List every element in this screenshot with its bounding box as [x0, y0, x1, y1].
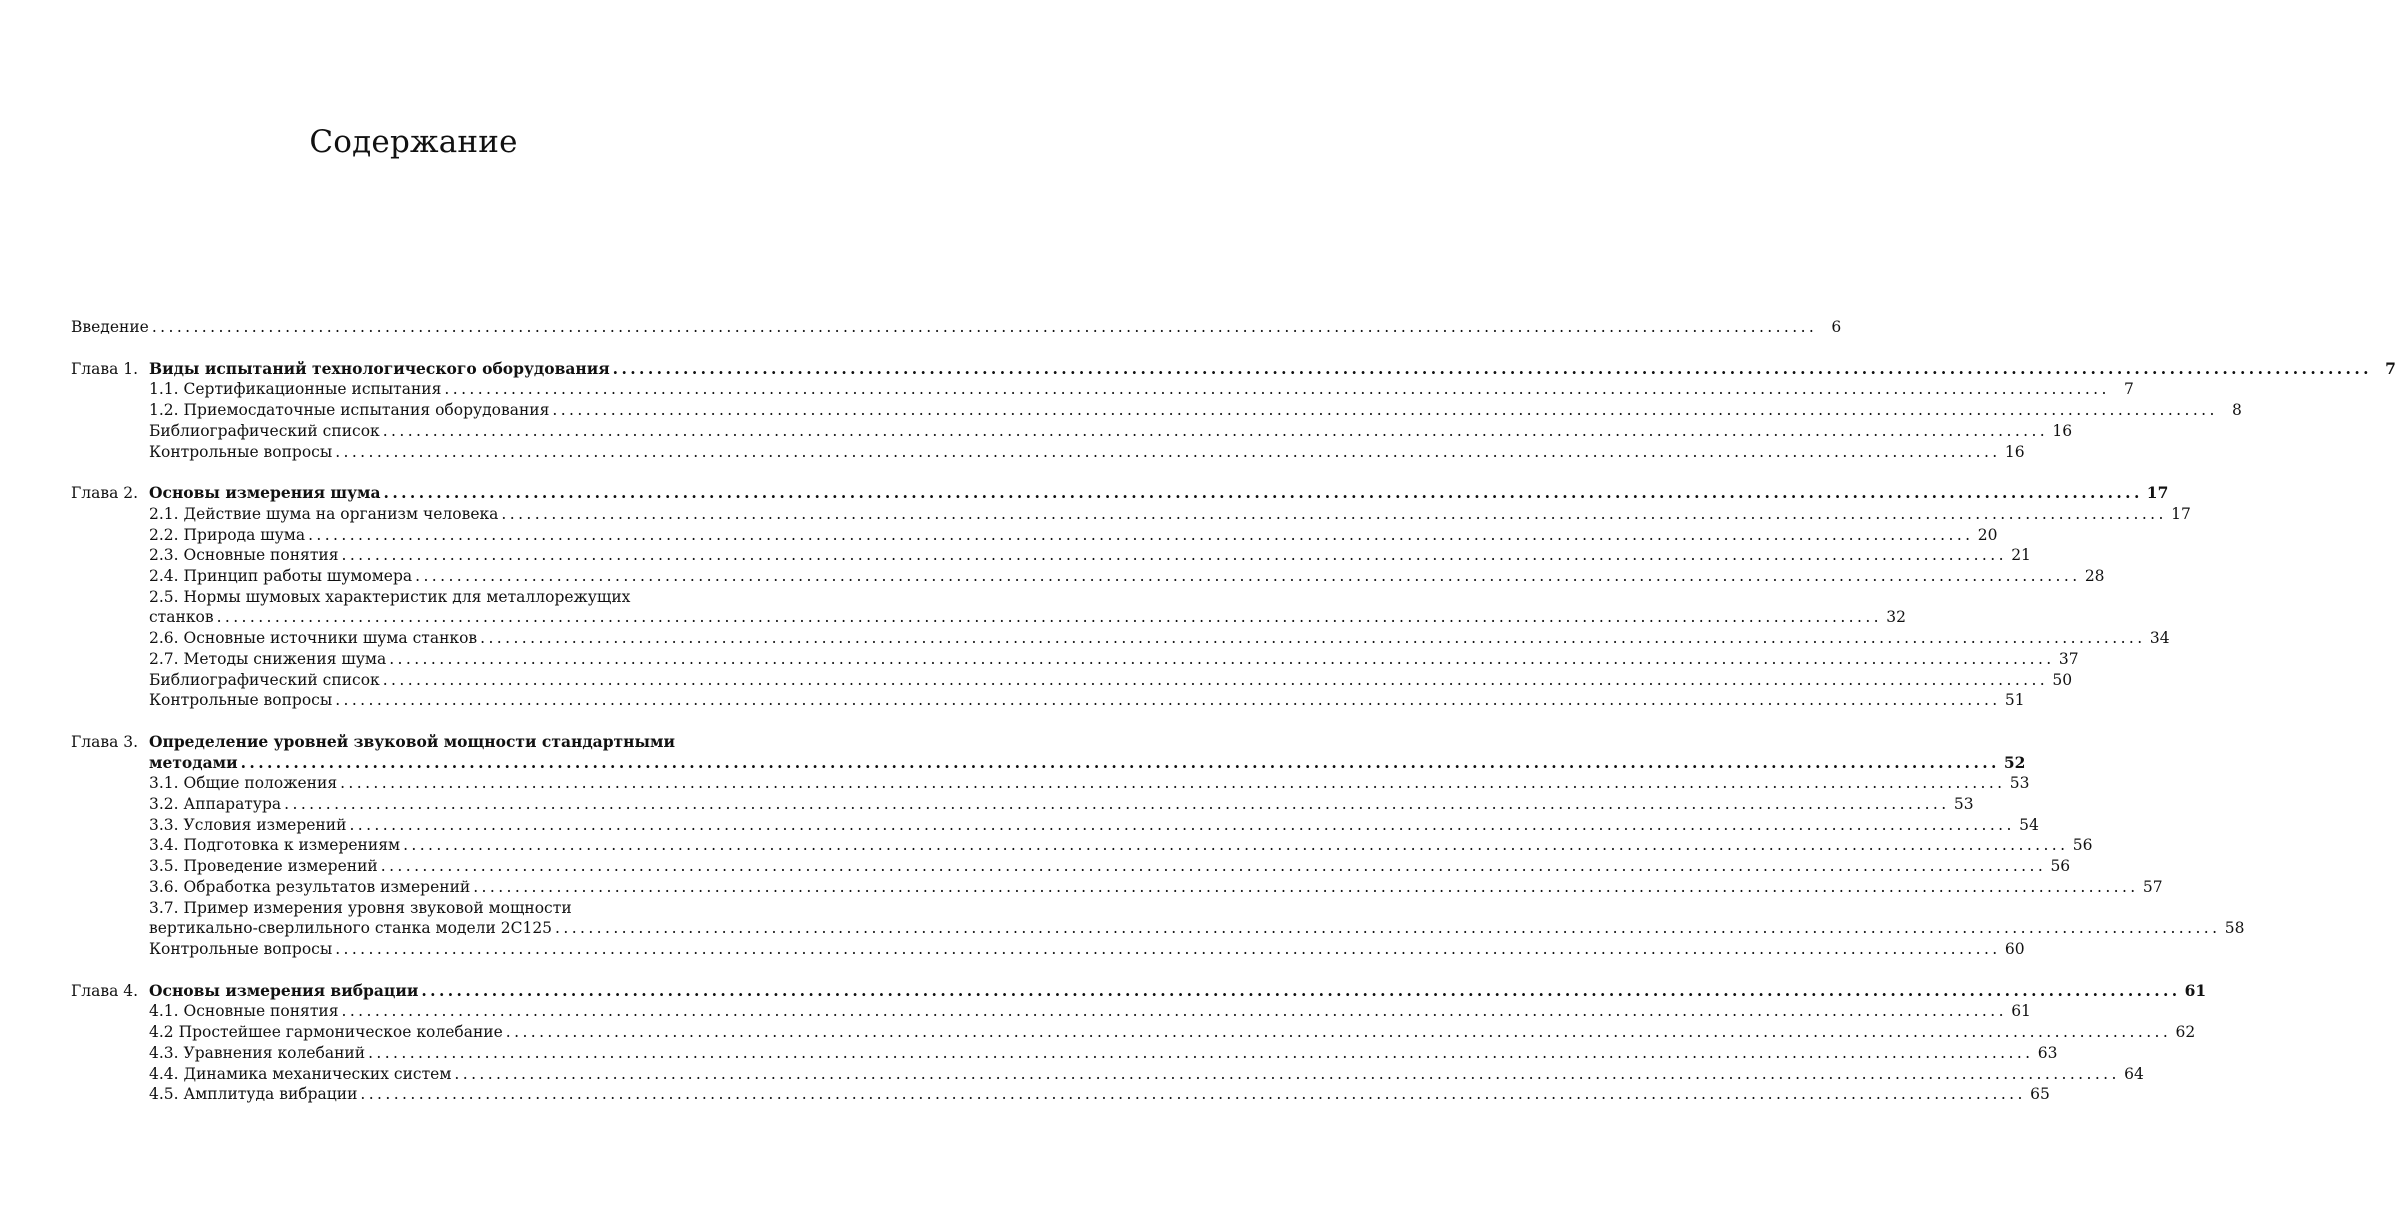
toc-entry-label: 2.2. Природа шума: [149, 525, 306, 544]
chapter-number: Глава 2.: [71, 484, 139, 503]
toc-entry-label: 2.3. Основные понятия: [149, 546, 339, 565]
toc-chapter-title[interactable]: [149, 980, 2207, 1002]
toc-entry-label: Контрольные вопросы: [149, 691, 333, 710]
toc-entry-label: Контрольные вопросы: [149, 939, 333, 958]
toc-page-number: 61: [2011, 1002, 2031, 1021]
toc-entry[interactable]: [149, 525, 1998, 546]
toc-entry-label: Контрольные вопросы: [149, 442, 333, 461]
toc-page-number: 58: [2224, 919, 2245, 938]
leader-dots: ........................................................................................................................................................................................................: [403, 836, 2069, 855]
leader-dots: ........................................................................................................................................................................................................: [240, 752, 2000, 772]
toc-chapter-title[interactable]: [149, 731, 2026, 773]
toc-page-number: 32: [1886, 608, 1906, 627]
toc-entry-label: станков: [149, 608, 214, 627]
toc-page-number: 62: [2175, 1023, 2196, 1042]
toc-page-number: 56: [2050, 857, 2071, 876]
toc-entry-label: 4.3. Уравнения колебаний: [149, 1043, 366, 1062]
toc-page-number: 52: [2003, 752, 2026, 772]
toc-page-number: 17: [2146, 483, 2169, 503]
toc-entry-label: 3.4. Подготовка к измерениям: [149, 836, 401, 855]
toc-entry-label: 4.2 Простейшее гармоническое колебание: [149, 1023, 503, 1042]
toc-chapter-title-line1: Определение уровней звуковой мощности стандартными: [149, 731, 675, 751]
toc-page-number: 57: [2142, 877, 2163, 896]
toc-page-number: 61: [2184, 980, 2207, 1000]
toc-entry-label: Библиографический список: [149, 670, 380, 689]
toc-entry[interactable]: [149, 877, 2163, 898]
toc-entry-label: Основы измерения вибрации: [149, 980, 419, 1000]
toc-page-number: 53: [2009, 774, 2030, 793]
toc-entry[interactable]: [149, 421, 2073, 442]
toc-entry[interactable]: [149, 670, 2073, 691]
leader-dots: ........................................................................................................................................................................................................: [389, 649, 2055, 668]
toc-entry-label: Библиографический список: [149, 421, 380, 440]
leader-dots: ........................................................................................................................................................................................................: [151, 318, 1818, 336]
toc-chapter-3: [71, 731, 2245, 960]
leader-dots: ........................................................................................................................................................................................................: [473, 877, 2139, 896]
leader-dots: ........................................................................................................................................................................................................: [335, 442, 2001, 461]
toc-entry-label: 3.5. Проведение измерений: [149, 857, 378, 876]
leader-dots: ........................................................................................................................................................................................................: [555, 919, 2221, 938]
leader-dots: ........................................................................................................................................................................................................: [415, 567, 2081, 586]
toc-page-number: 8: [2231, 401, 2242, 420]
leader-dots: ........................................................................................................................................................................................................: [505, 1023, 2172, 1042]
toc-entry[interactable]: [149, 1022, 2196, 1043]
chapter-number: Глава 3.: [71, 732, 139, 751]
leader-dots: ........................................................................................................................................................................................................: [382, 421, 2049, 440]
toc-entry-wrapped[interactable]: [149, 587, 1906, 628]
toc-page-number: 7: [2385, 358, 2396, 378]
leader-dots: ........................................................................................................................................................................................................: [501, 504, 2167, 523]
leader-dots: ........................................................................................................................................................................................................: [382, 670, 2049, 689]
toc-entry[interactable]: [149, 379, 2134, 400]
toc-page-number: 51: [2004, 691, 2025, 710]
toc-page-number: 17: [2171, 504, 2191, 523]
leader-dots: ........................................................................................................................................................................................................: [341, 1002, 2007, 1021]
toc-page-number: 16: [2004, 442, 2025, 461]
toc-entry-label: 2.4. Принцип работы шумомера: [149, 567, 413, 586]
toc-page-number: 16: [2052, 421, 2073, 440]
toc-entry-label: 3.2. Аппаратура: [149, 795, 282, 814]
leader-dots: ........................................................................................................................................................................................................: [335, 691, 2001, 710]
leader-dots: ........................................................................................................................................................................................................: [612, 358, 2372, 378]
toc-entry-label: 1.2. Приемосдаточные испытания оборудования: [149, 401, 550, 420]
toc-entry[interactable]: [149, 566, 2105, 587]
toc-page-number: 28: [2084, 567, 2105, 586]
toc-entry[interactable]: [149, 773, 2030, 794]
toc-chapter-title[interactable]: [149, 483, 2169, 504]
toc-entry-label: 2.1. Действие шума на организм человека: [149, 504, 499, 523]
toc-entry-label-line1: 3.7. Пример измерения уровня звуковой мощности: [149, 898, 572, 917]
toc-entry[interactable]: [149, 504, 2191, 525]
chapter-number: Глава 4.: [71, 981, 139, 1000]
toc-entry-label: 2.6. Основные источники шума станков: [149, 629, 478, 648]
toc-entry[interactable]: [149, 939, 2025, 960]
toc-page-number: 54: [2019, 815, 2039, 834]
toc-entry[interactable]: [149, 400, 2242, 421]
toc-page-number: 50: [2052, 670, 2073, 689]
chapter-number: Глава 1.: [71, 359, 139, 378]
leader-dots: ........................................................................................................................................................................................................: [552, 401, 2218, 420]
toc-entry[interactable]: [149, 794, 1974, 815]
leader-dots: ........................................................................................................................................................................................................: [368, 1043, 2034, 1062]
toc-entry[interactable]: [149, 649, 2079, 670]
toc-entry[interactable]: [149, 815, 2039, 836]
leader-dots: ........................................................................................................................................................................................................: [284, 795, 1950, 814]
toc-page-number: 64: [2124, 1064, 2144, 1083]
toc-page-number: 20: [1977, 525, 1998, 544]
toc-entry-label: 4.5. Амплитуда вибрации: [149, 1085, 358, 1104]
toc-entry-label: 4.1. Основные понятия: [149, 1002, 339, 1021]
leader-dots: ........................................................................................................................................................................................................: [349, 815, 2015, 834]
toc-entry-label-line1: 2.5. Нормы шумовых характеристик для металлорежущих: [149, 587, 631, 606]
toc-entry[interactable]: [149, 690, 2025, 711]
leader-dots: ........................................................................................................................................................................................................: [383, 483, 2143, 503]
toc-chapter-1: [71, 358, 2396, 463]
toc-entry[interactable]: [149, 856, 2071, 877]
toc-entry[interactable]: [149, 1084, 2050, 1105]
toc-entry[interactable]: [149, 1043, 2058, 1064]
toc-entry-label: Основы измерения шума: [149, 483, 381, 503]
toc-page-number: 34: [2149, 629, 2170, 648]
leader-dots: ........................................................................................................................................................................................................: [480, 629, 2146, 648]
page-title: Содержание: [309, 124, 518, 160]
leader-dots: ........................................................................................................................................................................................................: [340, 774, 2006, 793]
toc-entry-label: 3.3. Условия измерений: [149, 815, 347, 834]
leader-dots: ........................................................................................................................................................................................................: [380, 857, 2047, 876]
leader-dots: ........................................................................................................................................................................................................: [216, 608, 1882, 627]
toc-chapter-4: [71, 980, 2207, 1105]
toc-chapter-2: [71, 483, 2191, 711]
toc-page-number: 21: [2011, 546, 2031, 565]
toc-entry[interactable]: [149, 835, 2093, 856]
toc-entry-label: 3.6. Обработка результатов измерений: [149, 877, 471, 896]
toc-page-number: 53: [1953, 795, 1974, 814]
toc-entry[interactable]: [149, 1001, 2031, 1022]
toc-entry-label: 2.7. Методы снижения шума: [149, 649, 387, 668]
toc-chapter-title[interactable]: [149, 358, 2396, 380]
toc-entry-label: Виды испытаний технологического оборудования: [149, 358, 610, 378]
toc-entry-label: 3.1. Общие положения: [149, 774, 338, 793]
toc-page-number: 7: [2123, 380, 2134, 399]
toc-entry[interactable]: [149, 545, 2031, 566]
toc-page-number: 37: [2058, 649, 2079, 668]
toc-entry-label: 1.1. Сертификационные испытания: [149, 380, 442, 399]
toc-entry-label: методами: [149, 752, 238, 772]
toc-entry[interactable]: [149, 1064, 2144, 1085]
toc-entry[interactable]: [149, 442, 2025, 463]
leader-dots: ........................................................................................................................................................................................................: [341, 546, 2007, 565]
toc-page-number: 60: [2004, 939, 2025, 958]
toc-entry-label: Введение: [71, 318, 149, 336]
leader-dots: ........................................................................................................................................................................................................: [308, 525, 1974, 544]
toc-entry-intro[interactable]: [71, 317, 1842, 338]
toc-entry[interactable]: [149, 628, 2170, 649]
table-of-contents: [71, 317, 2396, 1105]
toc-page-number: 63: [2037, 1043, 2058, 1062]
leader-dots: ........................................................................................................................................................................................................: [335, 939, 2001, 958]
toc-page-number: 6: [1831, 318, 1842, 336]
leader-dots: ........................................................................................................................................................................................................: [421, 980, 2181, 1000]
toc-entry-label: 4.4. Динамика механических систем: [149, 1064, 452, 1083]
toc-entry-label: вертикально-сверлильного станка модели 2С125: [149, 919, 553, 938]
toc-entry-wrapped[interactable]: [149, 898, 2245, 939]
leader-dots: ........................................................................................................................................................................................................: [444, 380, 2110, 399]
leader-dots: ........................................................................................................................................................................................................: [454, 1064, 2120, 1083]
leader-dots: ........................................................................................................................................................................................................: [360, 1085, 2026, 1104]
toc-page-number: 56: [2072, 836, 2093, 855]
toc-page-number: 65: [2030, 1085, 2050, 1104]
